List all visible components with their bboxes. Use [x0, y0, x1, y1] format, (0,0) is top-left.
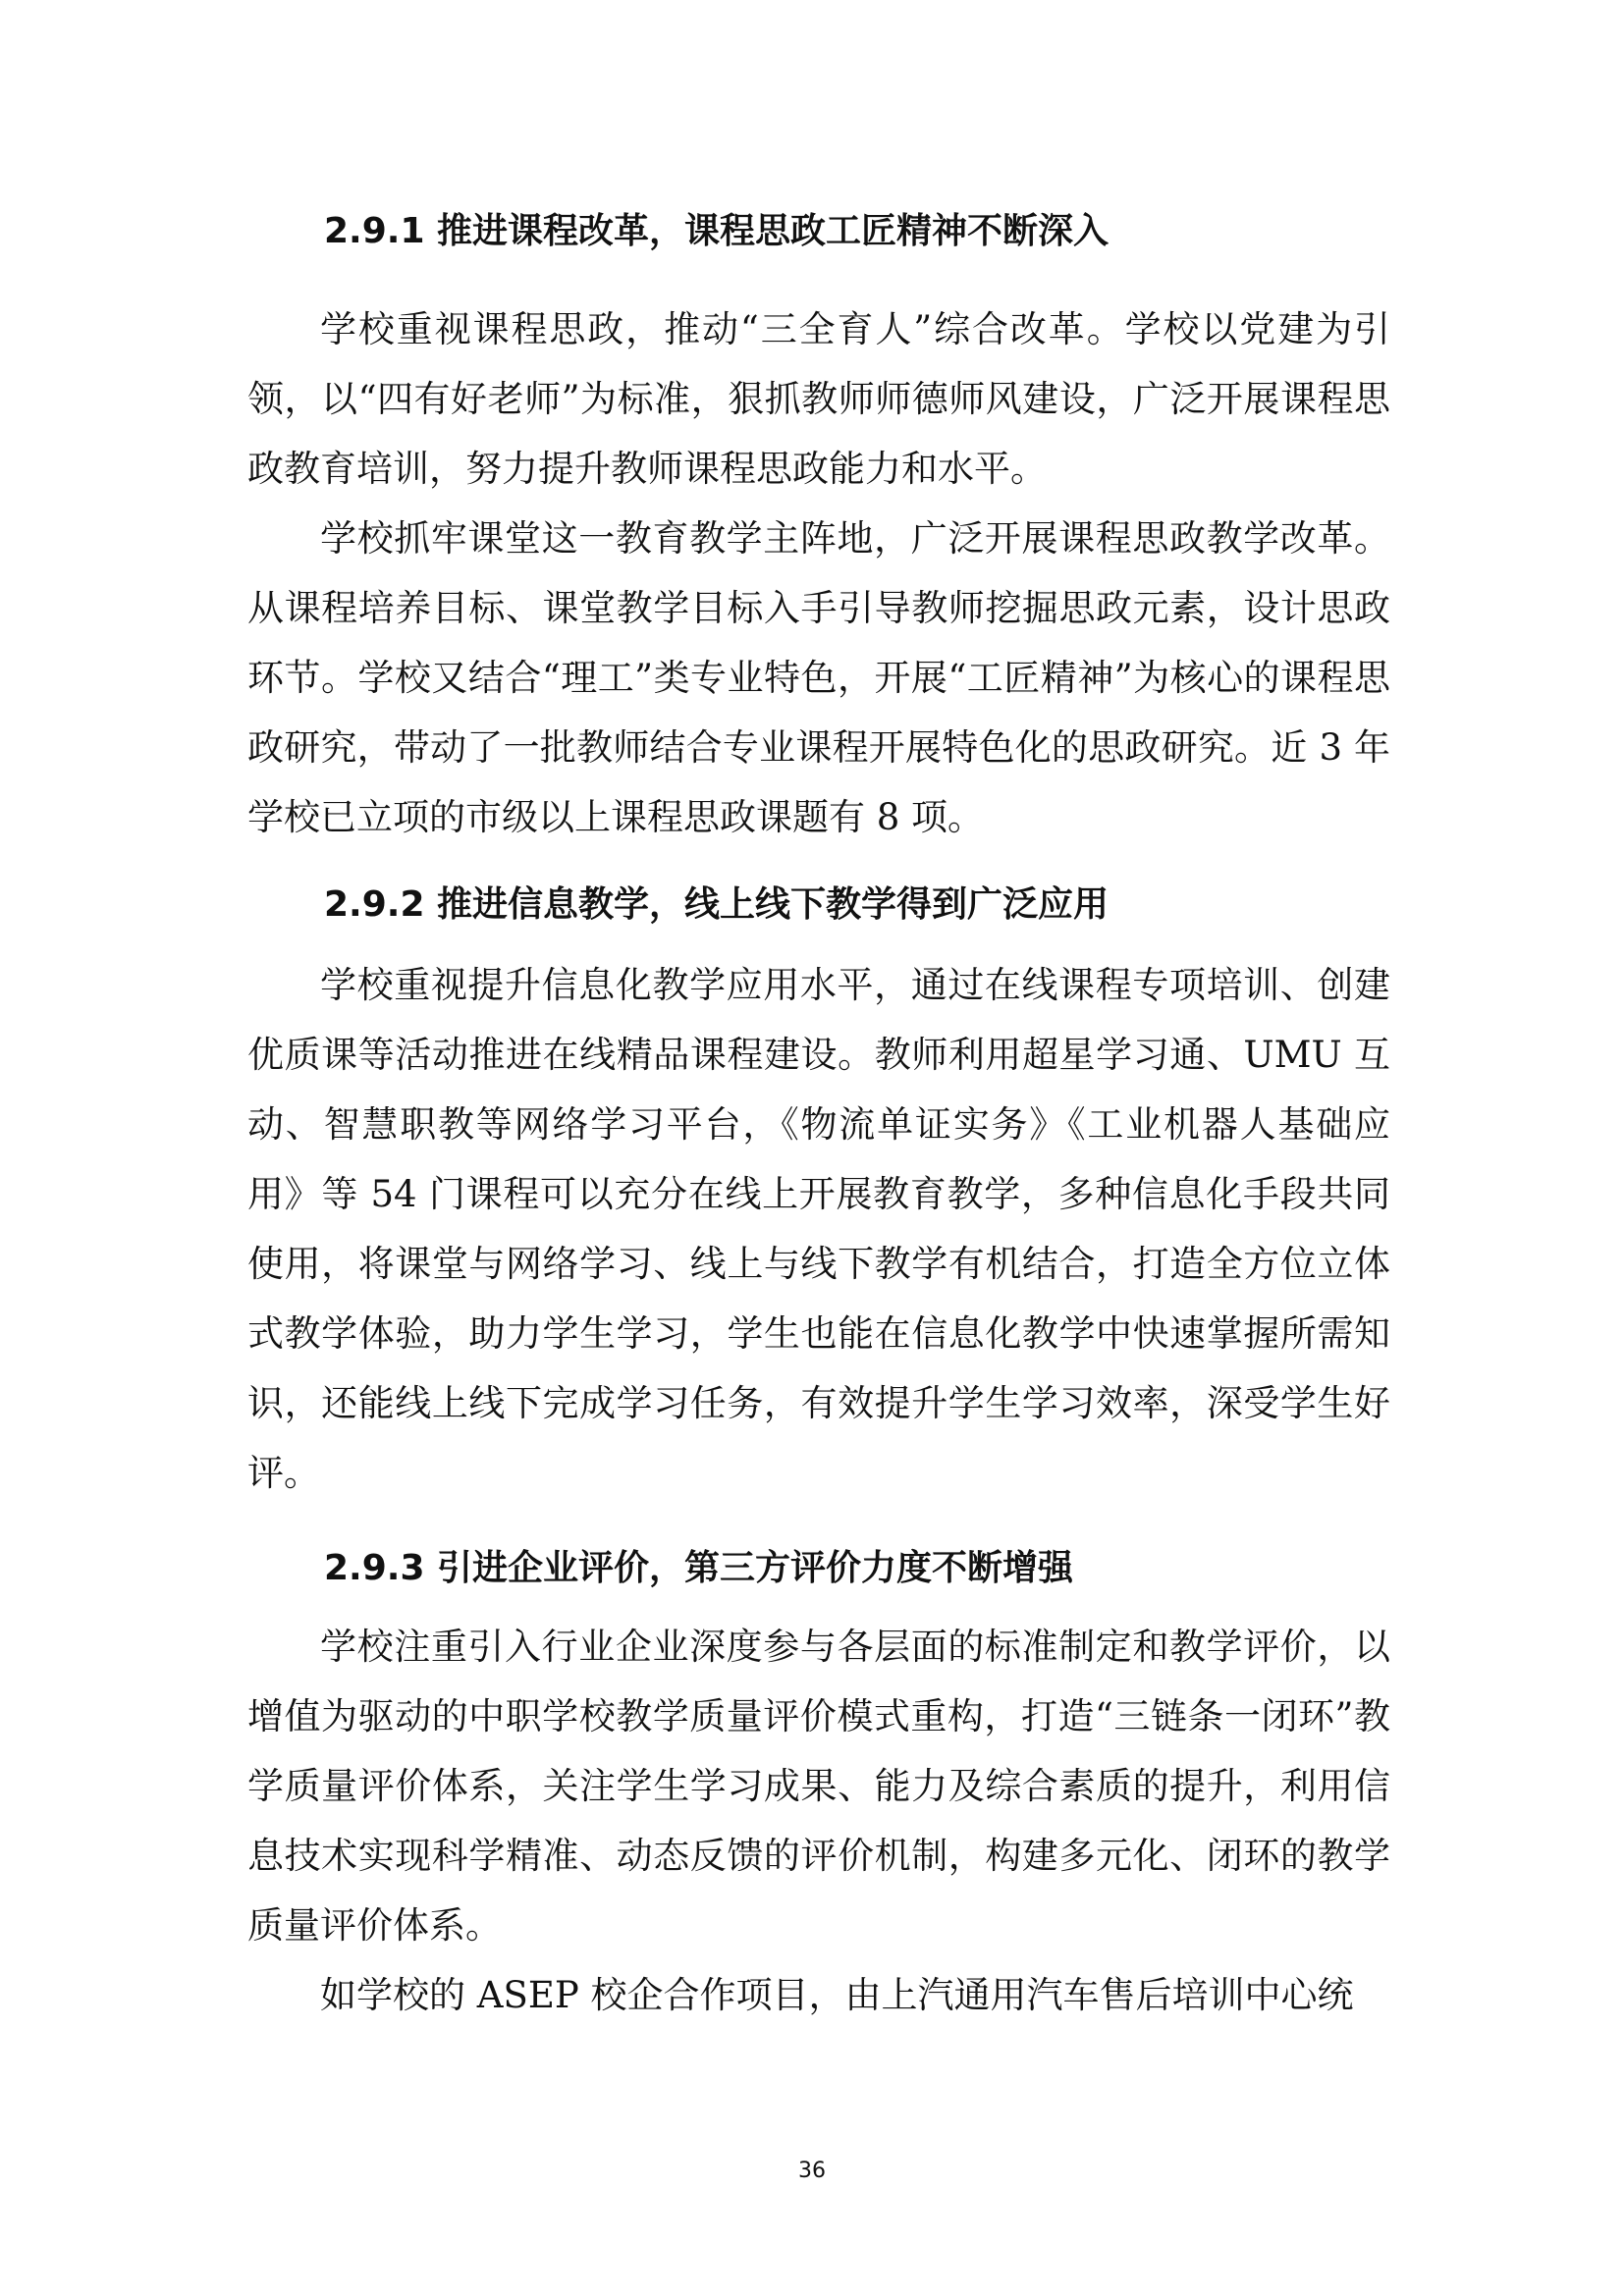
- page-number: 36: [798, 2159, 826, 2183]
- section-2-9-1: [247, 208, 1390, 852]
- section-heading: 2.9.2 推进信息教学，线上线下教学得到广泛应用: [324, 884, 1110, 925]
- paragraph: 学校抓牢课堂这一教育教学主阵地，广泛开展课程思政教学改革。从课程培养目标、课堂教学目标入手引导教师挖掘思政元素，设计思政环节。学校又结合“理工”类专业特色，开展“工匠精神”为核心的课程思政研究，带动了一批教师结合专业课程开展特色化的思政研究。近 3 年学校已立项的市级以上课程思政课题有 8 项。: [247, 517, 1390, 838]
- section-heading: 2.9.1 推进课程改革，课程思政工匠精神不断深入: [324, 211, 1110, 251]
- paragraph: 学校重视提升信息化教学应用水平，通过在线课程专项培训、创建优质课等活动推进在线精品课程建设。教师利用超星学习通、UMU 互动、智慧职教等网络学习平台，《物流单证实务》《工业机器人基础应用》等 54 门课程可以充分在线上开展教育教学，多种信息化手段共同使用，将课堂与网络学习、线上与线下教学有机结合，打造全方位立体式教学体验，助力学生学习，学生也能在信息化教学中快速掌握所需知识，还能线上线下完成学习任务，有效提升学生学习效率，深受学生好评。: [247, 964, 1390, 1494]
- section-2-9-3: [247, 1545, 1390, 2030]
- paragraph: 学校注重引入行业企业深度参与各层面的标准制定和教学评价，以增值为驱动的中职学校教学质量评价模式重构，打造“三链条一闭环”教学质量评价体系，关注学生学习成果、能力及综合素质的提升，利用信息技术实现科学精准、动态反馈的评价机制，构建多元化、闭环的教学质量评价体系。: [247, 1626, 1390, 1947]
- paragraph: 如学校的 ASEP 校企合作项目，由上汽通用汽车售后培训中心统: [320, 1974, 1354, 2016]
- paragraph: 学校重视课程思政，推动“三全育人”综合改革。学校以党建为引领，以“四有好老师”为标准，狠抓教师师德师风建设，广泛开展课程思政教育培训，努力提升教师课程思政能力和水平。: [247, 308, 1390, 490]
- section-2-9-2: [247, 881, 1390, 1508]
- page-content: [247, 208, 1390, 2030]
- section-heading: 2.9.3 引进企业评价，第三方评价力度不断增强: [324, 1548, 1074, 1588]
